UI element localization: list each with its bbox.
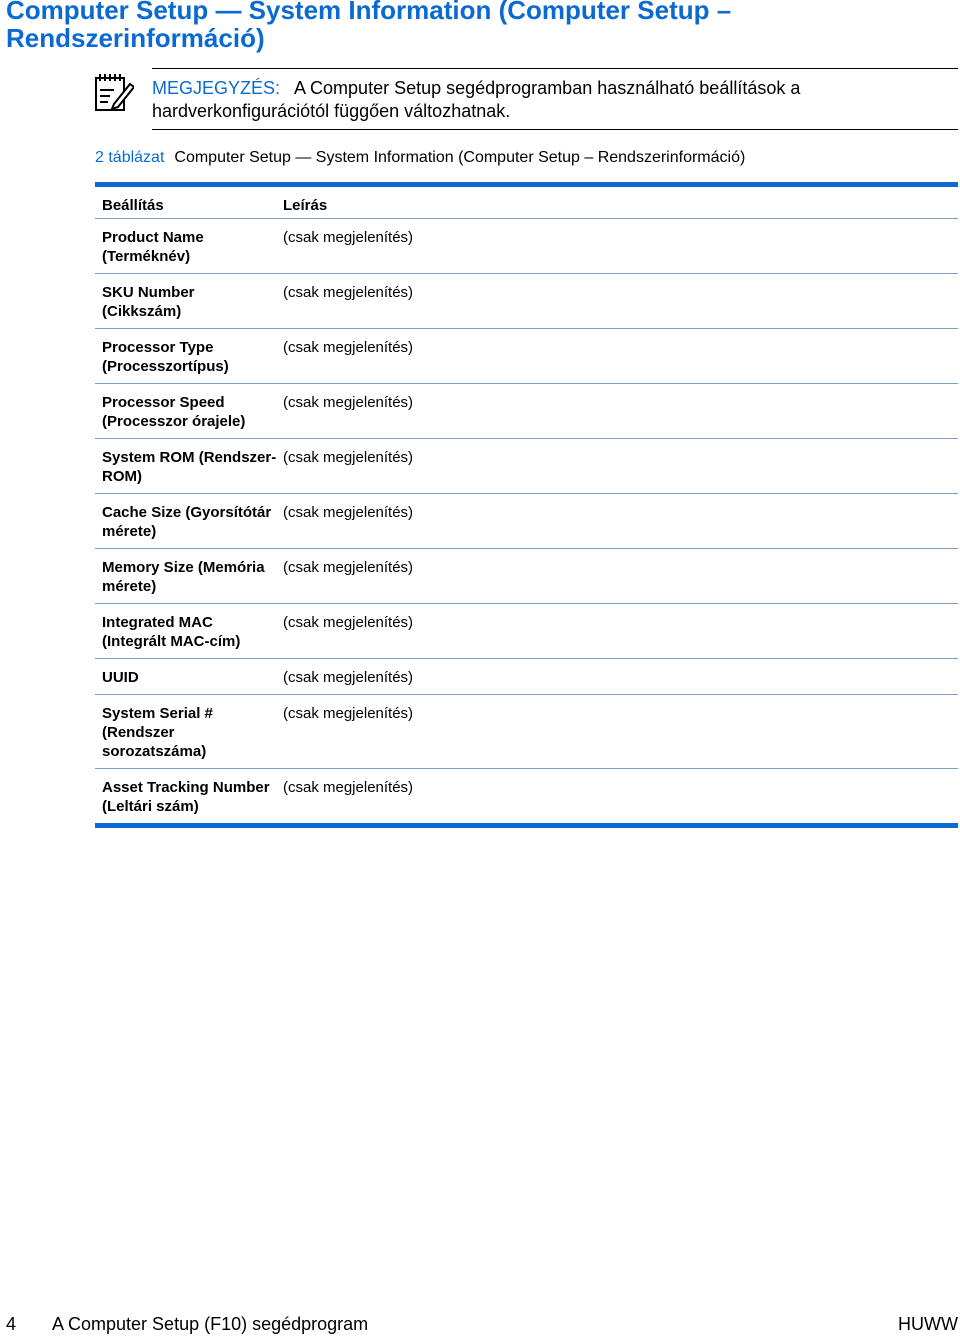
table-row (95, 329, 958, 383)
description-cell: (csak megjelenítés) (283, 559, 414, 576)
table-row (95, 219, 958, 273)
header-setting: Beállítás (102, 197, 164, 214)
footer-chapter-title: A Computer Setup (F10) segédprogram (52, 1314, 369, 1334)
setting-cell: Integrated MAC (Integrált MAC-cím) (102, 614, 241, 650)
setting-cell: UUID (102, 669, 139, 686)
page-title: Computer Setup — System Information (Computer Setup – Rendszerinformáció) (6, 0, 732, 53)
setting-cell: Cache Size (Gyorsítótár mérete) (102, 504, 272, 540)
table-row (95, 769, 958, 823)
description-cell: (csak megjelenítés) (283, 394, 414, 411)
table-row (95, 274, 958, 328)
setting-cell: Asset Tracking Number (Leltári szám) (102, 779, 270, 815)
page-footer (0, 1313, 960, 1337)
note-bottom-rule (152, 129, 958, 130)
description-cell: (csak megjelenítés) (283, 779, 414, 796)
table-caption (95, 148, 745, 168)
description-cell: (csak megjelenítés) (283, 229, 414, 246)
description-cell: (csak megjelenítés) (283, 284, 414, 301)
table-row (95, 384, 958, 438)
settings-table (95, 182, 958, 828)
caption-text: Computer Setup — System Information (Computer Setup – Rendszerinformáció) (174, 149, 746, 166)
description-cell: (csak megjelenítés) (283, 339, 414, 356)
table-row (95, 604, 958, 658)
note-label: MEGJEGYZÉS: (152, 78, 281, 98)
description-cell: (csak megjelenítés) (283, 705, 414, 722)
setting-cell: Memory Size (Memória mérete) (102, 559, 265, 595)
setting-cell: System ROM (Rendszer-ROM) (102, 449, 277, 485)
description-cell: (csak megjelenítés) (283, 614, 414, 631)
table-row (95, 659, 958, 694)
table-row (95, 549, 958, 603)
table-row (95, 695, 958, 768)
description-cell: (csak megjelenítés) (283, 669, 414, 686)
table-bottom-rule (95, 823, 958, 828)
note-text: A Computer Setup segédprogramban használható beállítások a hardverkonfigurációtól függően változhatnak. (152, 78, 801, 121)
setting-cell: System Serial # (Rendszer sorozatszáma) (102, 705, 213, 760)
setting-cell: SKU Number (Cikkszám) (102, 284, 195, 320)
setting-cell: Product Name (Terméknév) (102, 229, 204, 265)
caption-number: 2 táblázat (95, 149, 165, 166)
header-description: Leírás (283, 197, 328, 214)
table-row (95, 439, 958, 493)
description-cell: (csak megjelenítés) (283, 504, 414, 521)
footer-code: HUWW (898, 1314, 958, 1334)
description-cell: (csak megjelenítés) (283, 449, 414, 466)
table-row (95, 494, 958, 548)
table-header-row (95, 187, 958, 218)
note-pencil-icon (94, 72, 134, 112)
note-block (152, 77, 952, 123)
setting-cell: Processor Type (Processzortípus) (102, 339, 229, 375)
note-top-rule (152, 68, 958, 69)
footer-page-number: 4 (6, 1314, 17, 1334)
setting-cell: Processor Speed (Processzor órajele) (102, 394, 246, 430)
